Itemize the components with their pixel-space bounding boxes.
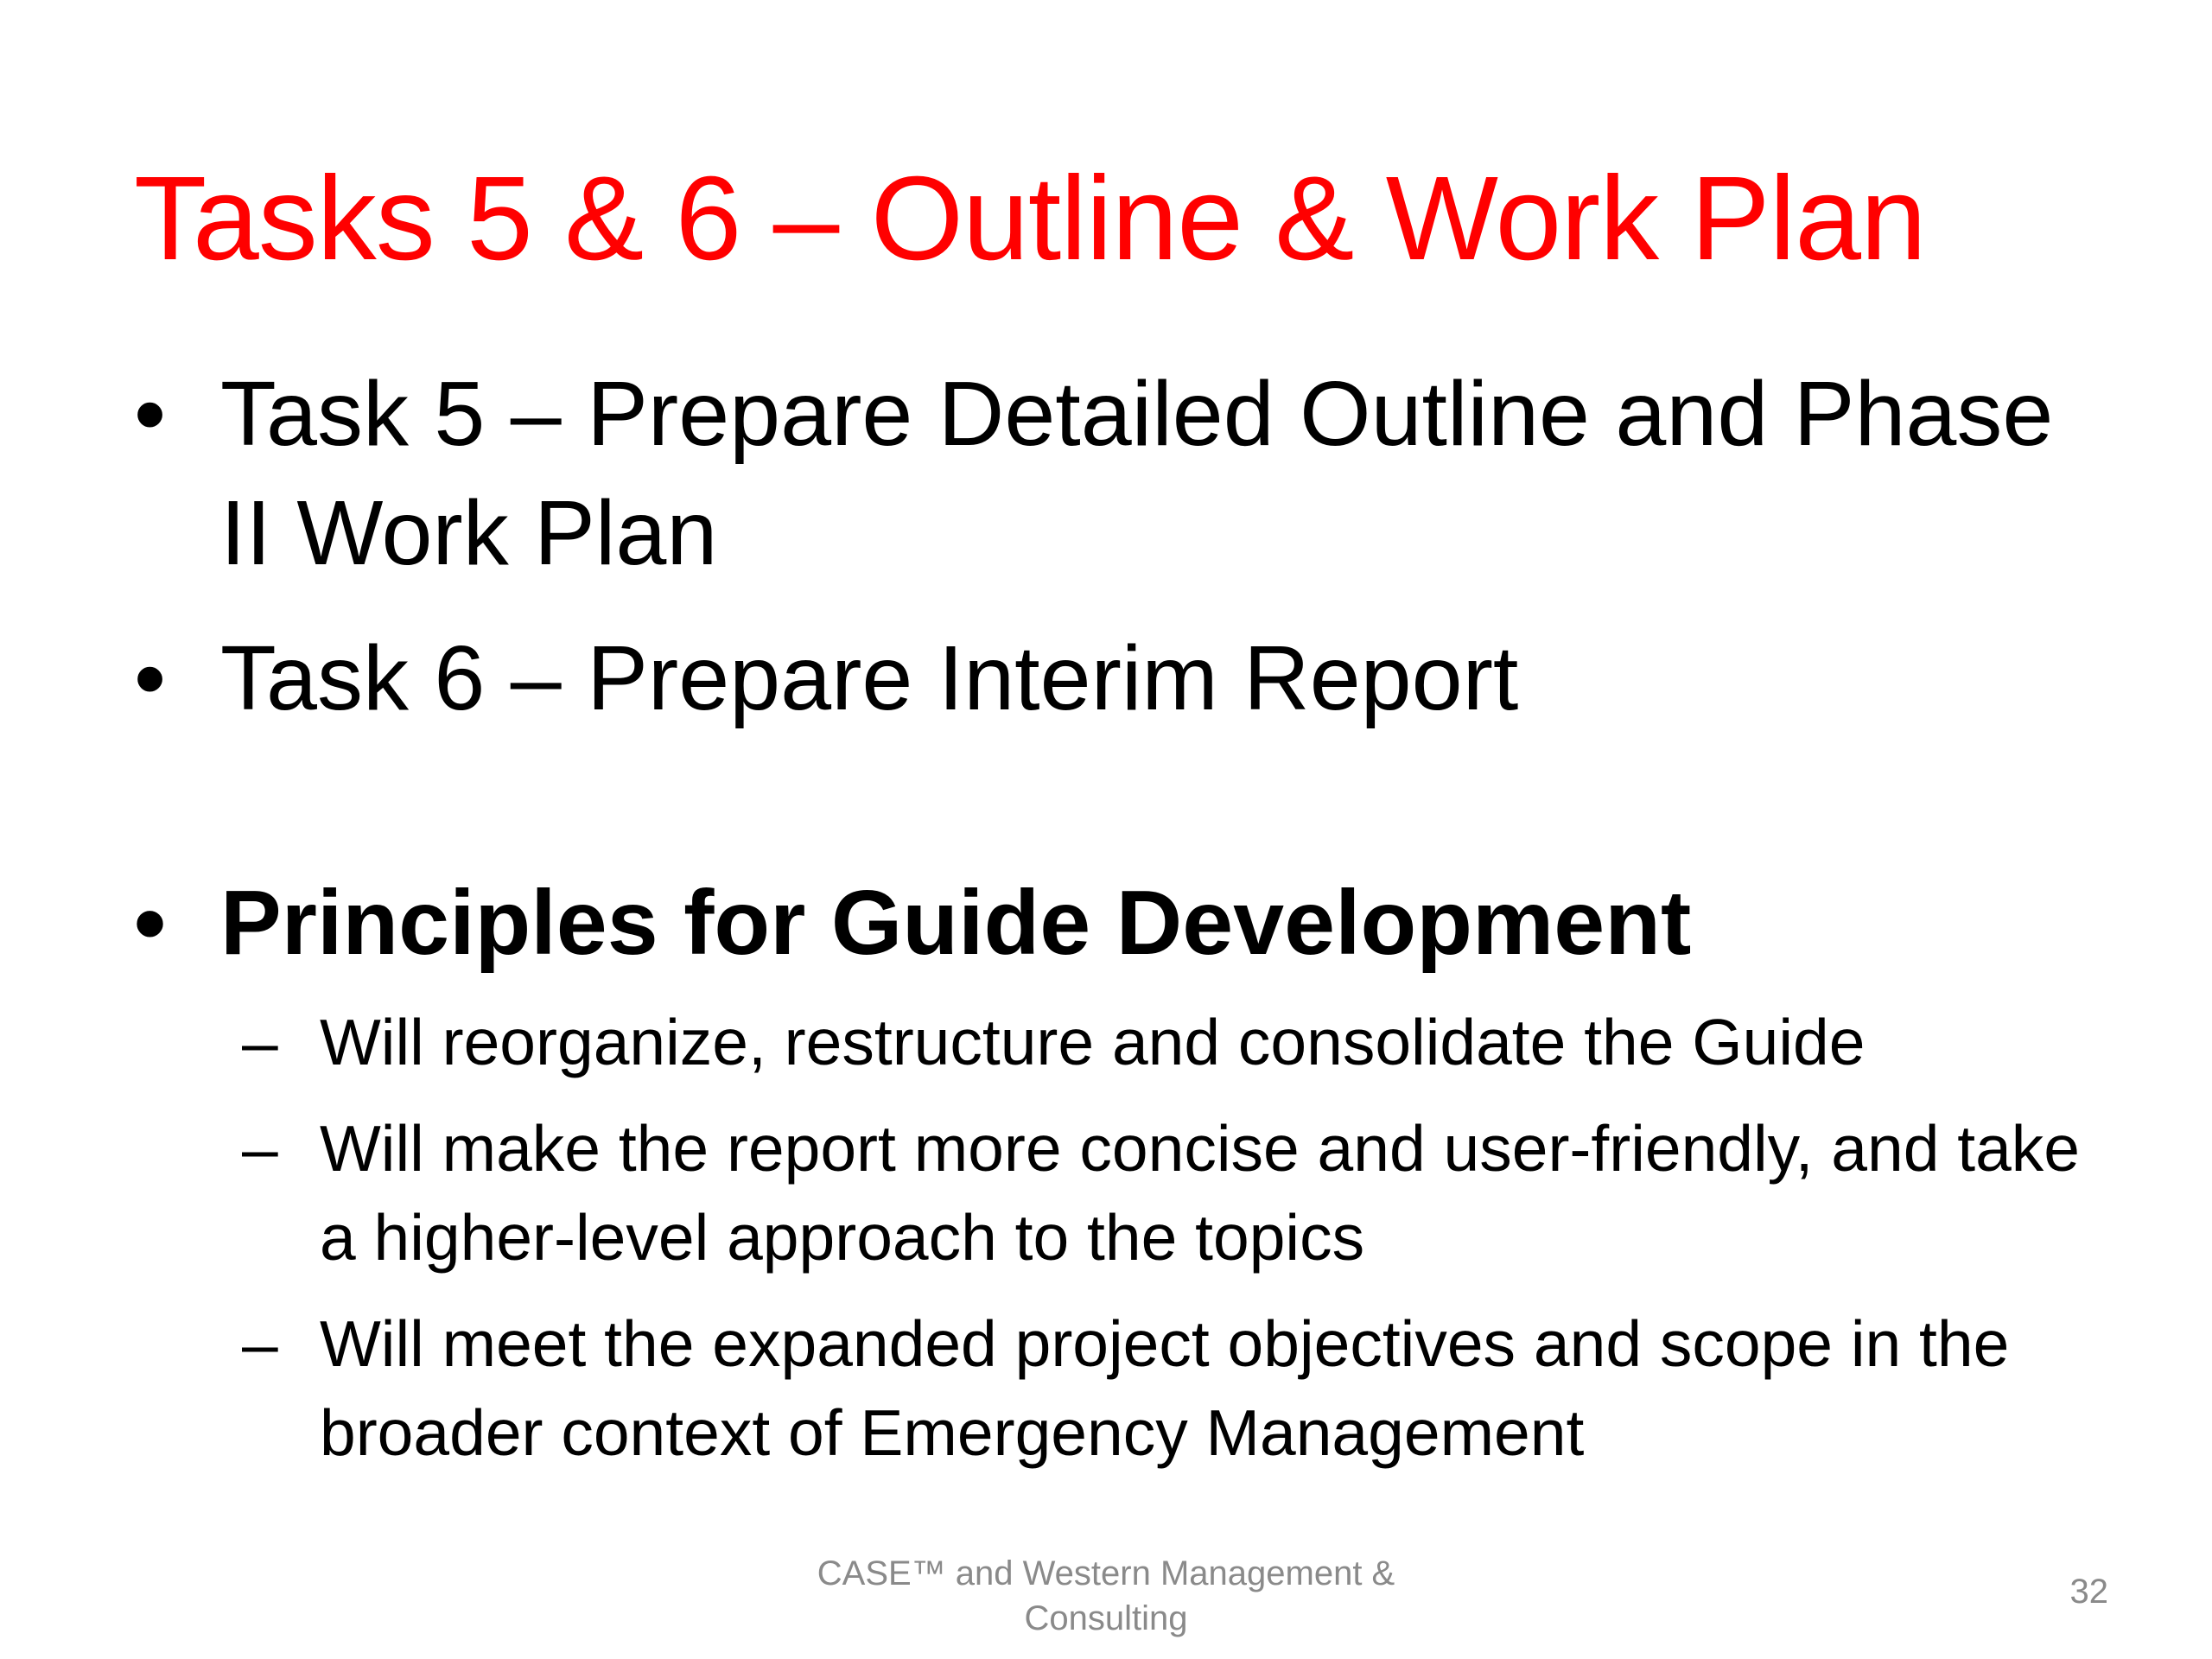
bullet-item [134, 354, 2121, 593]
slide-footer: CASE™ and Western Management & Consulting [817, 1554, 1395, 1637]
dash-icon: – [242, 1006, 278, 1078]
sub-bullet-text: Will reorganize, restructure and consolidate the Guide [320, 1006, 1866, 1078]
slide-title: Tasks 5 & 6 – Outline & Work Plan [134, 152, 1926, 285]
sub-bullet-item [134, 1104, 2121, 1282]
sub-bullet-item [134, 998, 2121, 1087]
bullet-text: Principles for Guide Development [220, 872, 1692, 974]
bullet-icon: • [134, 627, 167, 729]
page-number: 32 [2069, 1573, 2108, 1611]
sub-bullet-text: Will meet the expanded project objectives and scope in the broader context of Emergency Management [320, 1307, 2010, 1469]
sub-bullet-list [220, 998, 2121, 1478]
bullet-text: Task 5 – Prepare Detailed Outline and Phase II Work Plan [220, 363, 2054, 584]
bullet-item [134, 619, 2121, 738]
sub-bullet-text: Will make the report more concise and user-friendly, and take a higher-level approach to the topics [320, 1112, 2081, 1274]
bullet-item-heading [134, 863, 2121, 1478]
sub-bullet-item [134, 1300, 2121, 1478]
dash-icon: – [242, 1307, 278, 1380]
bullet-list [134, 354, 2121, 1478]
bullet-text: Task 6 – Prepare Interim Report [220, 627, 1519, 729]
bullet-icon: • [134, 872, 167, 974]
dash-icon: – [242, 1112, 278, 1185]
bullet-icon: • [134, 363, 167, 465]
